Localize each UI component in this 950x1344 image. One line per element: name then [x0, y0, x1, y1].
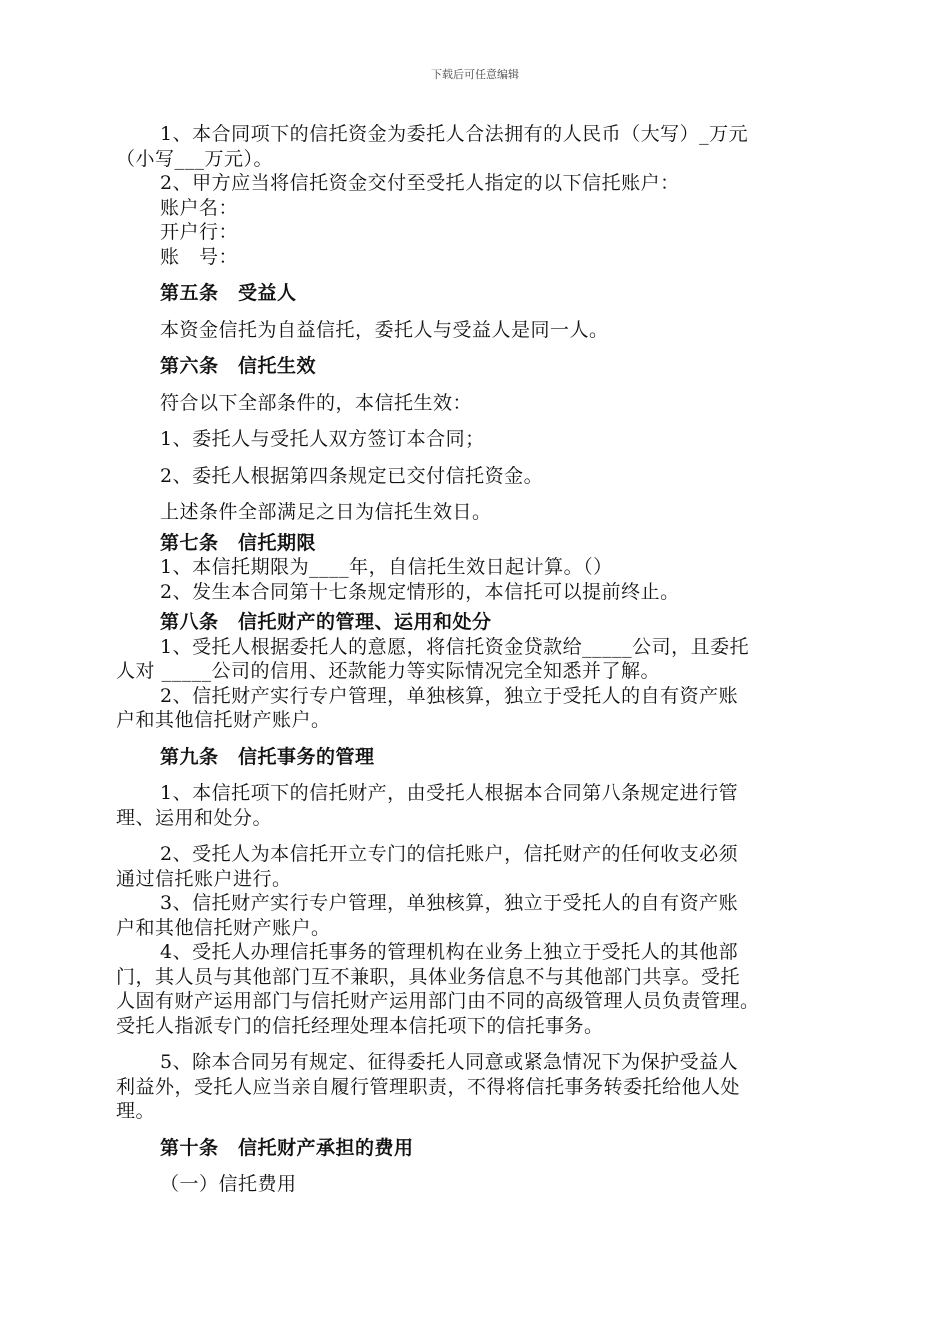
paragraph-line: 2、甲方应当将信托资金交付至受托人指定的以下信托账户：: [160, 172, 680, 194]
paragraph-line: 2、信托财产实行专户管理，单独核算，独立于受托人的自有资产账: [160, 684, 739, 707]
section-heading: 第七条 信托期限: [160, 531, 317, 554]
contract-body: [116, 122, 840, 1197]
section-heading: 第五条 受益人: [160, 282, 297, 304]
paragraph-line: 3、信托财产实行专户管理，单独核算，独立于受托人的自有资产账: [160, 892, 739, 914]
paragraph-line: 受托人指派专门的信托经理处理本信托项下的信托事务。: [116, 1014, 604, 1037]
section-heading: 第八条 信托财产的管理、运用和处分: [160, 611, 492, 633]
paragraph-line: 户和其他信托财产账户。: [116, 916, 331, 939]
paragraph-line: 1、受托人根据委托人的意愿，将信托资金贷款给_____公司，且委托: [160, 635, 750, 658]
paragraph-line: 通过信托账户进行。: [116, 867, 292, 890]
paragraph-line: 人对 _____公司的信用、还款能力等实际情况完全知悉并了解。: [116, 660, 661, 682]
account-name-label: 账户名：: [160, 196, 239, 219]
bank-label: 开户行：: [160, 221, 239, 243]
paragraph-line: 4、受托人办理信托事务的管理机构在业务上独立于受托人的其他部: [160, 941, 739, 963]
subsection-heading: （一）信托费用: [160, 1173, 297, 1195]
paragraph-line: 理、运用和处分。: [116, 806, 273, 829]
paragraph-line: 户和其他信托财产账户。: [116, 709, 331, 731]
paragraph-line: 1、本信托项下的信托财产，由受托人根据本合同第八条规定进行管: [160, 782, 739, 804]
paragraph-line: 人固有财产运用部门与信托财产运用部门由不同的高级管理人员负责管理。: [116, 990, 760, 1012]
paragraph-line: 5、除本合同另有规定、征得委托人同意或紧急情况下为保护受益人: [160, 1051, 739, 1073]
section-heading: 第六条 信托生效: [160, 355, 317, 377]
paragraph-line: 符合以下全部条件的，本信托生效：: [160, 391, 473, 414]
page-header: 下载后可任意编辑: [431, 68, 519, 81]
paragraph-line: 本资金信托为自益信托，委托人与受益人是同一人。: [160, 318, 609, 341]
account-number-label: 账 号：: [160, 245, 239, 268]
section-heading: 第十条 信托财产承担的费用: [160, 1136, 414, 1159]
paragraph-line: 上述条件全部满足之日为信托生效日。: [160, 501, 492, 523]
paragraph-line: 理。: [116, 1100, 156, 1122]
section-heading: 第九条 信托事务的管理: [160, 745, 375, 768]
paragraph-line: 2、委托人根据第四条规定已交付信托资金。: [160, 464, 544, 487]
paragraph-line: 门，其人员与其他部门互不兼职，具体业务信息不与其他部门共享。受托: [116, 965, 741, 988]
paragraph-line: 2、发生本合同第十七条规定情形的，本信托可以提前终止。: [160, 580, 680, 603]
paragraph-line: 1、委托人与受托人双方签订本合同；: [160, 428, 485, 450]
paragraph-line: 1、本合同项下的信托资金为委托人合法拥有的人民币（大写）_万元: [160, 123, 749, 145]
paragraph-line: 2、受托人为本信托开立专门的信托账户，信托财产的任何收支必须: [160, 843, 739, 865]
paragraph-line: （小写___万元）。: [116, 147, 274, 170]
paragraph-line: 1、本信托期限为____年，自信托生效日起计算。（）: [160, 556, 613, 578]
paragraph-line: 利益外，受托人应当亲自履行管理职责，不得将信托事务转委托给他人处: [116, 1075, 741, 1098]
